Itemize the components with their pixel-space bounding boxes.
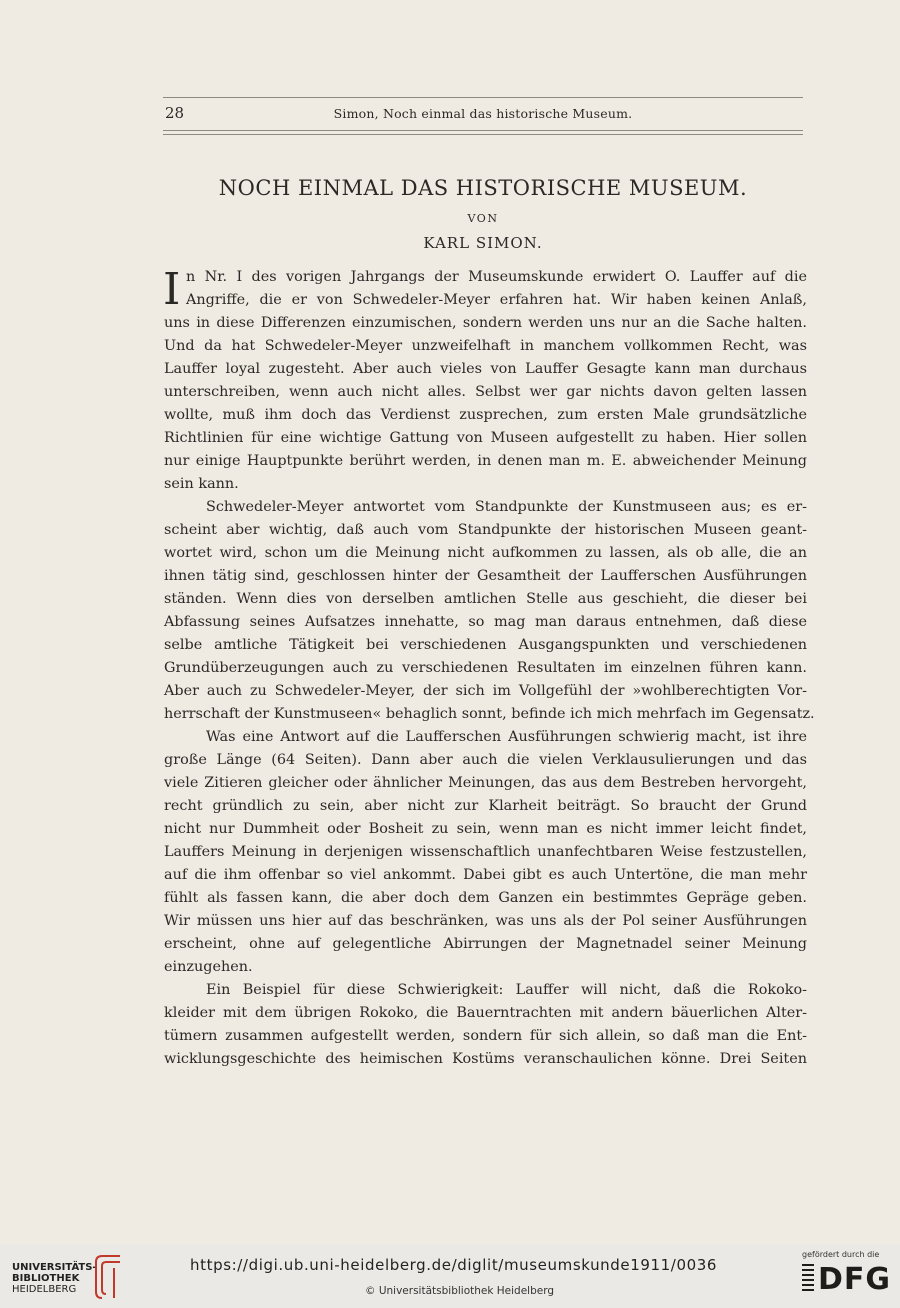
text-line: Wir müssen uns hier auf das beschränken, was uns als der Pol seiner Ausführungen: [164, 913, 807, 929]
byline-von: VON: [467, 212, 499, 225]
text-line: n Nr. I des vorigen Jahrgangs der Museumskunde erwidert O. Lauffer auf die: [186, 269, 807, 285]
library-logo-line-2: BIBLIOTHEK: [12, 1273, 80, 1284]
library-logo-mark-icon: [90, 1252, 126, 1300]
text-line: Angriffe, die er von Schwedeler-Meyer erfahren hat. Wir haben keinen Anlaß,: [186, 292, 807, 308]
drop-cap: I: [163, 264, 181, 315]
text-line: nicht nur Dummheit oder Bosheit zu sein, wenn man es nicht immer leicht findet,: [164, 821, 807, 837]
text-line: wicklungsgeschichte des heimischen Kostüms veranschaulichen könne. Drei Seiten: [164, 1051, 807, 1067]
library-logo-line-1: UNIVERSITÄTS-: [12, 1262, 97, 1273]
text-line: große Länge (64 Seiten). Dann aber auch die vielen Verklausulierungen und das: [164, 752, 807, 768]
text-line: Abfassung seines Aufsatzes innehatte, so mag man daraus entnehmen, daß diese: [164, 614, 807, 630]
funding-note: gefördert durch die: [802, 1250, 880, 1259]
text-line: wortet wird, schon um die Meinung nicht aufkommen zu lassen, als ob alle, die an: [164, 545, 807, 561]
text-line: erscheint, ohne auf gelegentliche Abirrungen der Magnetnadel seiner Meinung: [164, 936, 807, 952]
text-line: scheint aber wichtig, daß auch vom Standpunkte der historischen Museen geant-: [164, 522, 807, 538]
text-line: wollte, muß ihm doch das Verdienst zusprechen, zum ersten Male grundsätzliche: [164, 407, 807, 423]
header-rule-double-2: [163, 134, 803, 135]
text-line: nur einige Hauptpunkte berührt werden, in denen man m. E. abweichender Meinung: [164, 453, 807, 469]
dfg-logo: DFG: [818, 1262, 892, 1297]
header-rule-double-1: [163, 130, 803, 131]
header-rule-top: [163, 97, 803, 98]
article-body: [163, 264, 815, 1071]
running-head: Simon, Noch einmal das historische Museum.: [333, 106, 633, 121]
text-line: einzugehen.: [164, 959, 253, 975]
text-line: uns in diese Differenzen einzumischen, sondern werden uns nur an die Sache halten.: [164, 315, 807, 331]
text-line: Richtlinien für eine wichtige Gattung von Museen aufgestellt zu haben. Hier sollen: [164, 430, 807, 446]
library-logo-text: [12, 1262, 97, 1295]
text-line: Lauffers Meinung in derjenigen wissenschaftlich unanfechtbaren Weise festzustellen,: [164, 844, 807, 860]
dfg-logo-stripes-icon: [802, 1264, 814, 1294]
text-line: tümern zusammen aufgestellt werden, sondern für sich allein, so daß man die Ent-: [164, 1028, 807, 1044]
text-line: sein kann.: [164, 476, 239, 492]
text-line: ihnen tätig sind, geschlossen hinter der Gesamtheit der Laufferschen Ausführungen: [164, 568, 807, 584]
text-line: recht gründlich zu sein, aber nicht zur Klarheit beiträgt. So braucht der Grund: [164, 798, 807, 814]
text-line: auf die ihm offenbar so viel ankommt. Dabei gibt es auch Untertöne, die man mehr: [164, 867, 807, 883]
text-line: Lauffer loyal zugesteht. Aber auch vieles von Lauffer Gesagte kann man durchaus: [164, 361, 807, 377]
text-line: fühlt als fassen kann, die aber doch dem Ganzen ein bestimmtes Gepräge geben.: [164, 890, 807, 906]
text-line: herrschaft der Kunstmuseen« behaglich sonnt, befinde ich mich mehrfach im Gegensatz.: [164, 706, 815, 722]
library-logo-line-3: HEIDELBERG: [12, 1284, 77, 1295]
text-line: Was eine Antwort auf die Laufferschen Ausführungen schwierig macht, ist ihre: [206, 729, 807, 745]
text-line: viele Zitieren gleicher oder ähnlicher Meinungen, das aus dem Bestreben hervorgeht,: [164, 775, 807, 791]
text-line: kleider mit dem übrigen Rokoko, die Bauerntrachten mit andern bäuerlichen Alter-: [164, 1005, 807, 1021]
text-line: selbe amtliche Tätigkeit bei verschiedenen Ausgangspunkten und verschiedenen: [164, 637, 807, 653]
text-line: Grundüberzeugungen auch zu verschiedenen Resultaten im einzelnen führen kann.: [164, 660, 807, 676]
text-line: Und da hat Schwedeler-Meyer unzweifelhaft in manchem vollkommen Recht, was: [164, 338, 807, 354]
article-title: NOCH EINMAL DAS HISTORISCHE MUSEUM.: [218, 176, 748, 200]
page-number: 28: [165, 104, 185, 122]
text-line: Ein Beispiel für diese Schwierigkeit: Lauffer will nicht, daß die Rokoko-: [206, 982, 807, 998]
source-url-link[interactable]: https://digi.ub.uni-heidelberg.de/diglit/museumskunde1911/0036: [190, 1256, 718, 1274]
copyright-notice: © Universitätsbibliothek Heidelberg: [365, 1285, 555, 1297]
text-line: ständen. Wenn dies von derselben amtlichen Stelle aus geschieht, die dieser bei: [164, 591, 807, 607]
article-author: KARL SIMON.: [423, 234, 543, 252]
text-line: unterschreiben, wenn auch nicht alles. Selbst wer gar nichts davon gelten lassen: [164, 384, 807, 400]
text-line: Aber auch zu Schwedeler-Meyer, der sich im Vollgefühl der »wohlberechtigten Vor-: [164, 683, 807, 699]
digitization-footer: [0, 1244, 900, 1308]
text-line: Schwedeler-Meyer antwortet vom Standpunkte der Kunstmuseen aus; es er-: [206, 499, 807, 515]
